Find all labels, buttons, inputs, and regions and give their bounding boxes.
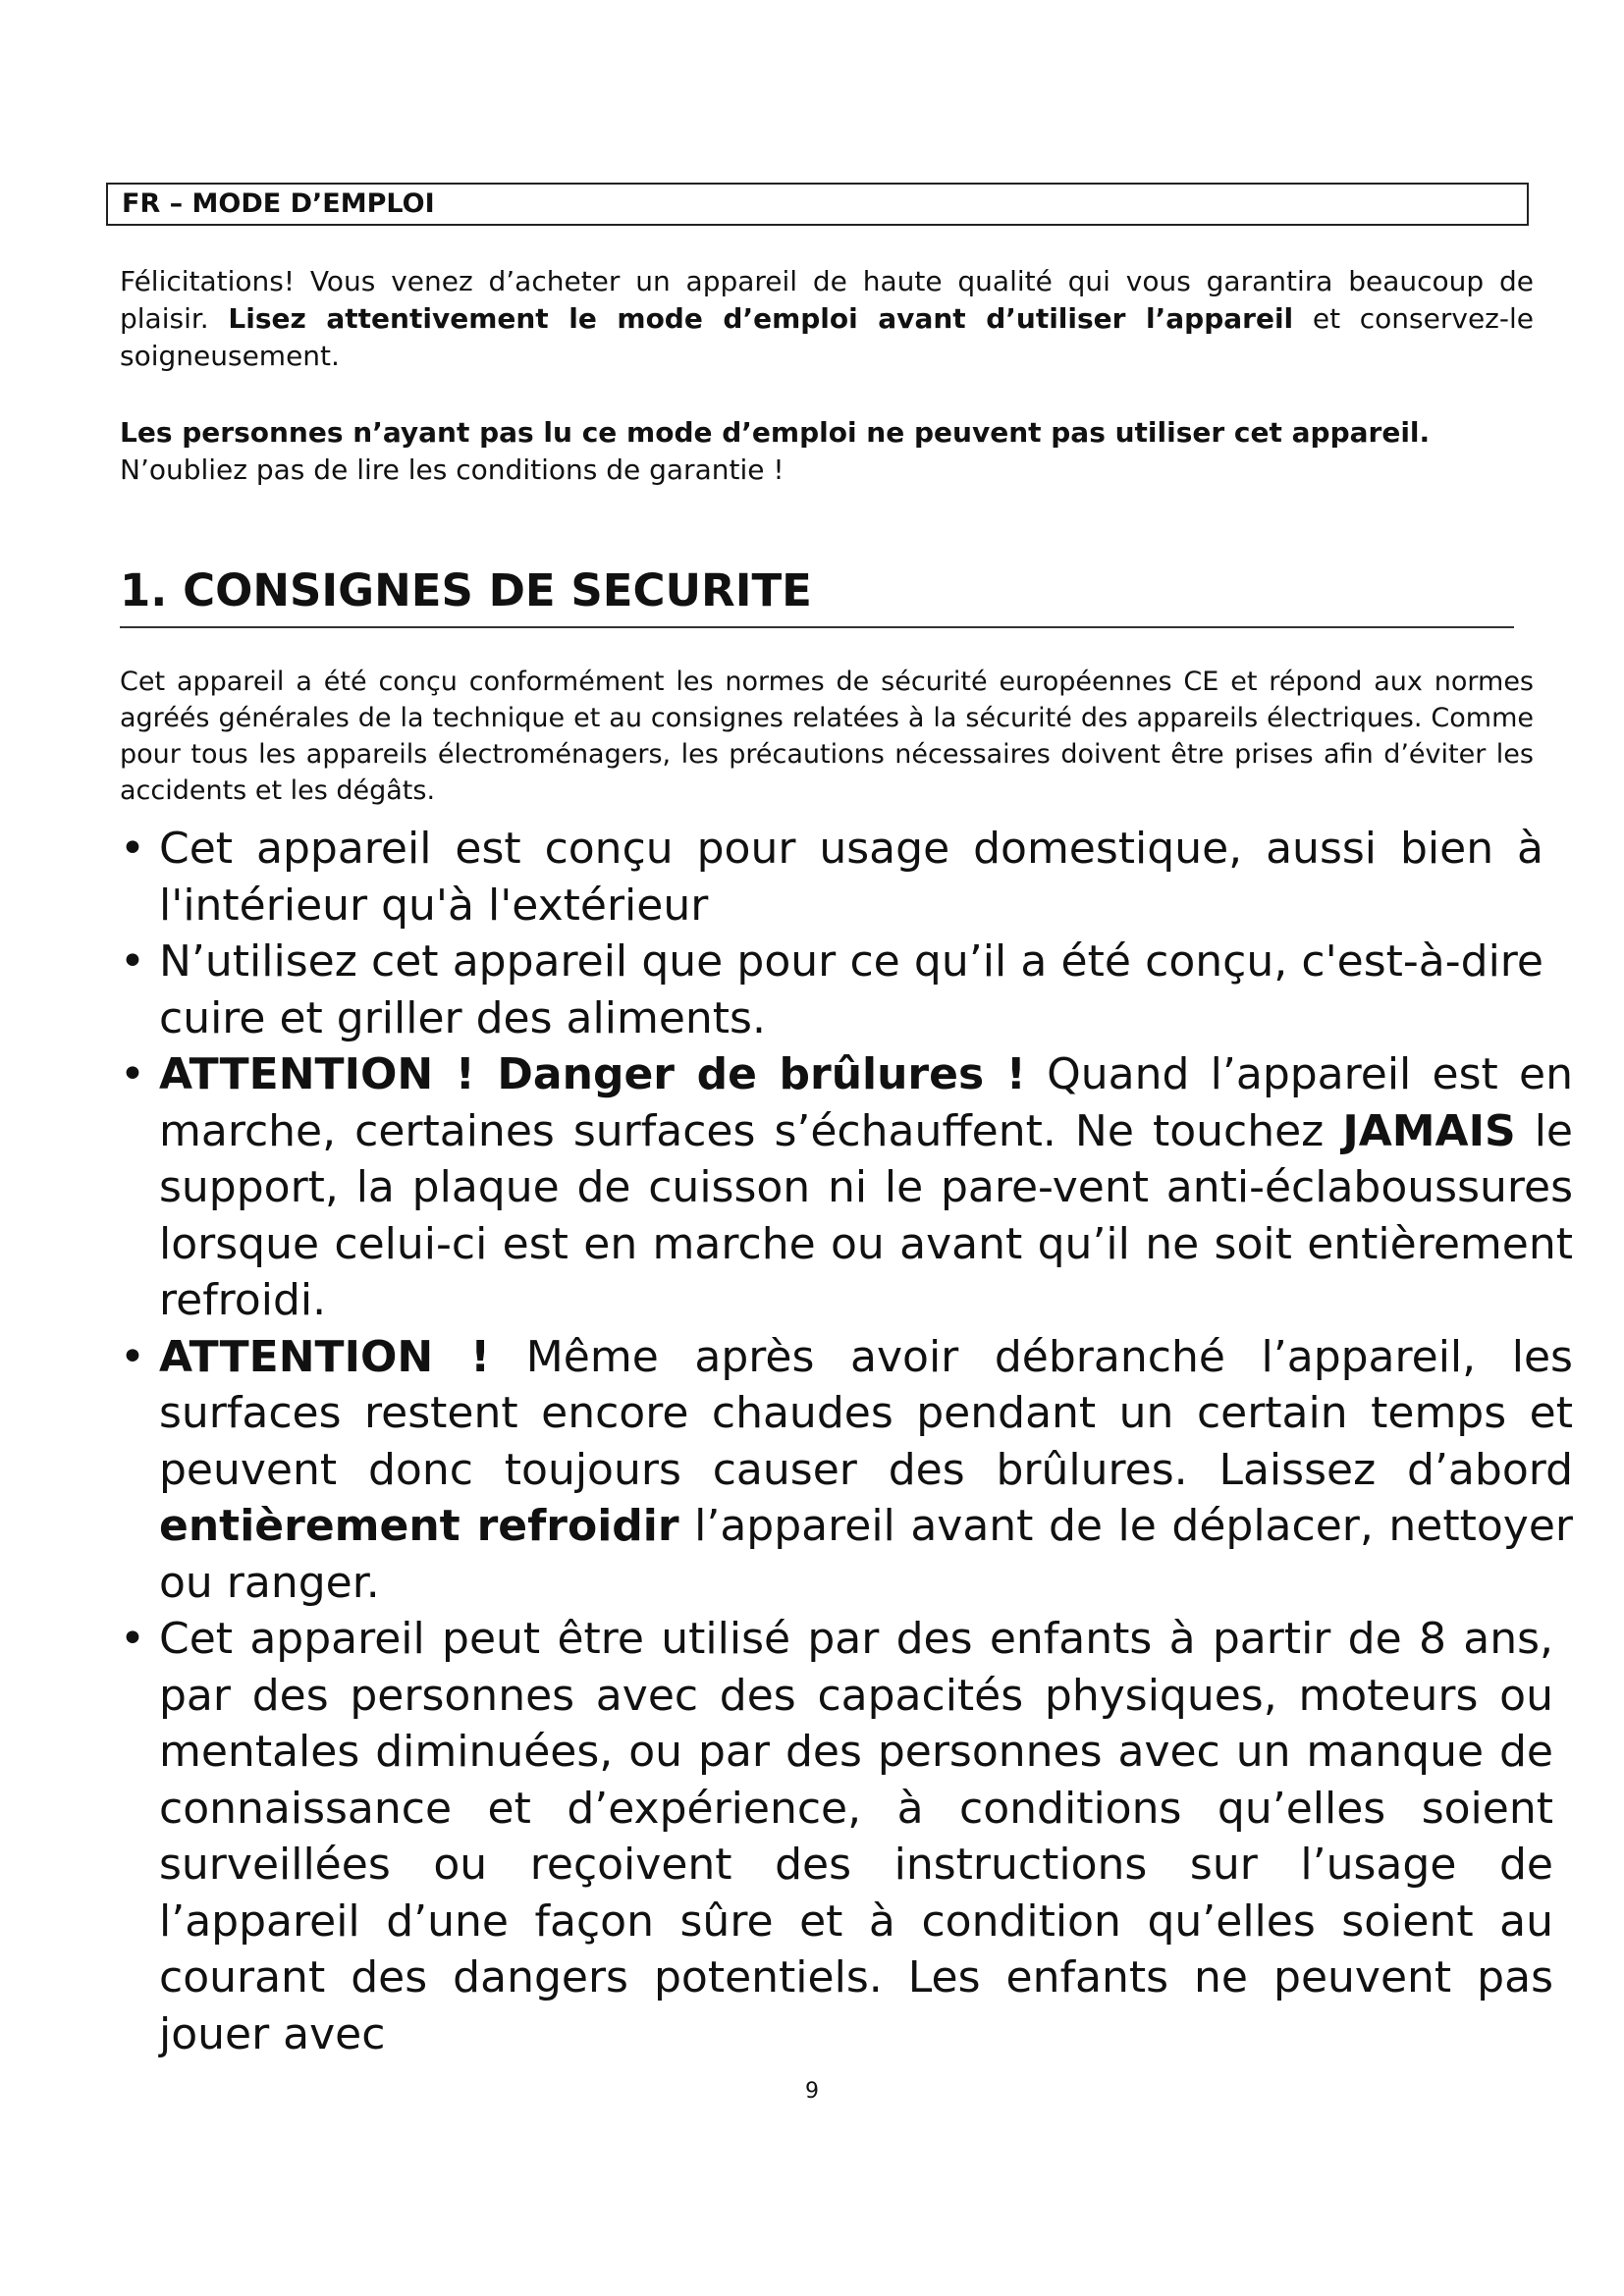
bullet-dot-icon: • xyxy=(120,824,145,874)
bullet-dot-icon: • xyxy=(120,1331,145,1382)
safety-bullet-item xyxy=(120,934,1573,1046)
page-number: 9 xyxy=(805,2079,819,2104)
section-intro-paragraph: Cet appareil a été conçu conformément les normes de sécurité européennes CE et répond aux normes agréés générales de la technique et au consignes relatées à la sécurité des appareils électriques. Comme pour tous les appareils électroménagers, les précautions nécessaires doivent être prises afin d’éviter les accidents et les dégâts. xyxy=(120,667,1534,806)
bullet-text xyxy=(159,1046,1573,1329)
bullet-text-part: Quand l’appareil est en marche, certaines surfaces s’échauffent. Ne touchez xyxy=(159,1049,1573,1156)
bullet-bold-emphasis: entièrement refroidir xyxy=(159,1501,679,1551)
document-header xyxy=(106,183,1529,226)
warning-bold-text: Les personnes n’ayant pas lu ce mode d’emploi ne peuvent pas utiliser cet appareil. xyxy=(120,416,1431,449)
warranty-reminder: N’oubliez pas de lire les conditions de garantie ! xyxy=(120,454,785,486)
warning-paragraph xyxy=(120,414,1534,489)
intro-bold-instruction: Lisez attentivement le mode d’emploi avant d’utiliser l’appareil xyxy=(228,302,1294,335)
intro-text-end: et conservez-le soigneusement. xyxy=(120,302,1534,372)
bullet-text: Cet appareil est conçu pour usage domestique, aussi bien à l'intérieur qu'à l'extérieur xyxy=(159,824,1543,931)
bullet-dot-icon: • xyxy=(120,936,145,987)
bullet-text-part: le support, la plaque de cuisson ni le pare-vent anti-éclaboussures lorsque celui-ci est en marche ou avant qu’il ne soit entièrement refroidi. xyxy=(159,1105,1574,1325)
safety-bullet-list xyxy=(120,821,1573,2062)
intro-paragraph xyxy=(120,263,1534,375)
intro-text: Félicitations! Vous venez d’acheter un appareil de haute qualité qui vous garantira beaucoup de plaisir. xyxy=(120,265,1534,335)
document-header-title: FR – MODE D’EMPLOI xyxy=(122,188,435,219)
safety-bullet-item xyxy=(120,1611,1573,2062)
bullet-bold-emphasis: JAMAIS xyxy=(1342,1105,1516,1156)
section-divider xyxy=(120,626,1514,628)
bullet-bold-warning: ATTENTION ! xyxy=(159,1331,491,1382)
bullet-dot-icon: • xyxy=(120,1049,145,1099)
bullet-text xyxy=(159,1329,1573,1612)
safety-bullet-item xyxy=(120,1046,1573,1329)
bullet-text: N’utilisez cet appareil que pour ce qu’il a été conçu, c'est-à-dire cuire et griller des aliments. xyxy=(159,936,1543,1043)
safety-bullet-item xyxy=(120,1329,1573,1612)
bullet-dot-icon: • xyxy=(120,1614,145,1664)
bullet-text-part: Même après avoir débranché l’appareil, les surfaces restent encore chaudes pendant un certain temps et peuvent donc toujours causer des brûlures. Laissez d’abord xyxy=(159,1331,1573,1495)
bullet-bold-warning: ATTENTION ! Danger de brûlures ! xyxy=(159,1049,1026,1099)
bullet-text: Cet appareil peut être utilisé par des enfants à partir de 8 ans, par des personnes avec des capacités physiques, moteurs ou mentales diminuées, ou par des personnes avec un manque de connaissance et d’expérience, à conditions qu’elles soient surveillées ou reçoivent des instructions sur l’usage de l’appareil d’une façon sûre et à condition qu’elles soient au courant des dangers potentiels. Les enfants ne peuvent pas jouer avec xyxy=(159,1614,1553,2059)
bullet-text-part: l’appareil avant de le déplacer, nettoyer ou ranger. xyxy=(159,1501,1573,1608)
section-title: 1. CONSIGNES DE SECURITE xyxy=(120,564,812,616)
safety-bullet-item xyxy=(120,821,1573,934)
